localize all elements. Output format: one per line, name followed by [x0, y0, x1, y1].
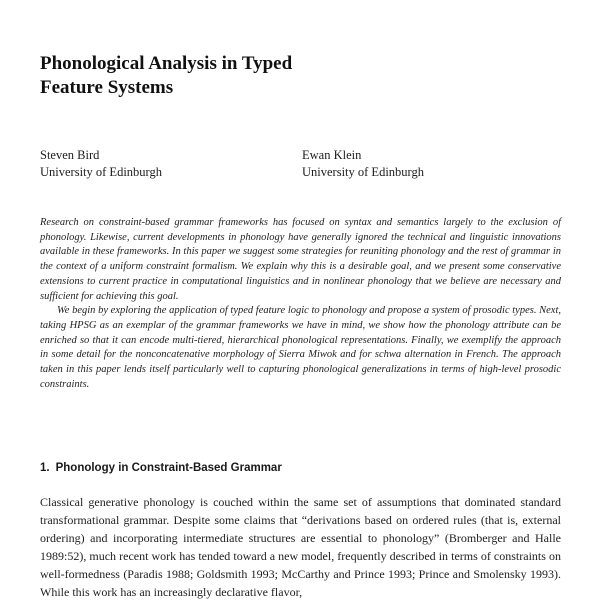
author-block-1 — [40, 147, 162, 181]
author-affiliation: University of Edinburgh — [40, 165, 162, 179]
body-paragraph: Classical generative phonology is couched within the same set of assumptions that dominated standard transformational grammar. Despite some claims that “derivations based on ordered rules (that is, external ordering) and incorporating intermediate structures are essential to phonology” (Bromberger and Halle 1989:52), much recent work has tended toward a new model, frequently described in terms of constraints on well-formedness (Paradis 1988; Goldsmith 1993; McCarthy and Prince 1993; Prince and Smolensky 1993). While this work has an increasingly declarative flavor, — [40, 495, 561, 600]
author-name: Steven Bird — [40, 148, 100, 162]
abstract-paragraph-1: Research on constraint-based grammar frameworks has focused on syntax and semantics largely to the exclusion of phonology. Likewise, current developments in phonology have generally ignored the technical and linguistic innovations available in these frameworks. In this paper we suggest some strategies for reuniting phonology and the rest of grammar in the context of a uniform constraint formalism. We explain why this is a desirable goal, and we present some conservative extensions to current practice in computational linguistics and in nonlinear phonology that we believe are necessary and sufficient for achieving this goal. — [40, 217, 561, 302]
abstract-paragraph-2: We begin by exploring the application of typed feature logic to phonology and propose a system of prosodic types. Next, taking HPSG as an exemplar of the grammar frameworks we have in mind, we show how the phonology attribute can be enriched so that it can encode multi-tiered, hierarchical phonological representations. Finally, we exemplify the approach in some detail for the nonconcatenative morphology of Sierra Miwok and for schwa alternation in French. The approach taken in this paper lends itself particularly well to capturing phonological generalizations in terms of high-level prosodic constraints. — [40, 305, 561, 390]
section-heading — [40, 461, 282, 476]
section-number: 1. — [40, 462, 50, 474]
author-affiliation: University of Edinburgh — [302, 165, 424, 179]
title-line-2: Feature Systems — [40, 77, 174, 98]
section-title: Phonology in Constraint-Based Grammar — [55, 462, 282, 474]
author-block-2 — [302, 147, 424, 181]
author-name: Ewan Klein — [302, 148, 362, 162]
paper-title — [40, 52, 540, 100]
abstract — [40, 216, 561, 392]
title-line-1: Phonological Analysis in Typed — [40, 53, 293, 74]
